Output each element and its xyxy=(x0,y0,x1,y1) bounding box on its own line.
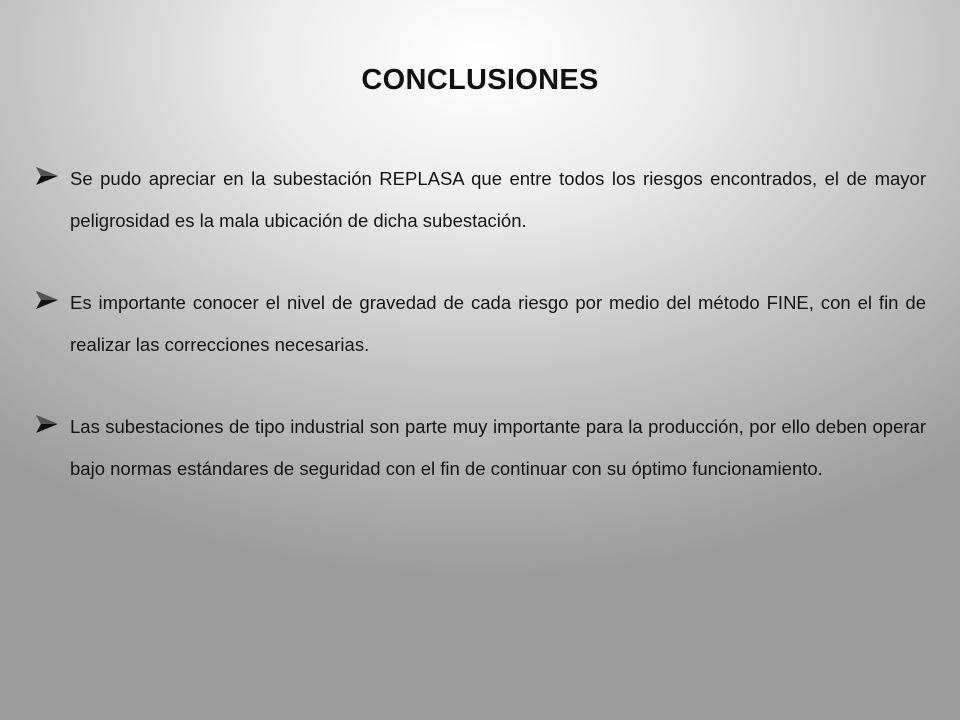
slide-title: CONCLUSIONES xyxy=(361,64,599,96)
arrow-bullet-icon xyxy=(34,413,60,435)
bullet-text: Las subestaciones de tipo industrial son parte muy importante para la producción, por ello deben operar bajo normas estándares de seguridad con el fin de continuar con su óptimo funcionamiento. xyxy=(70,416,926,479)
bullet-item-1 xyxy=(34,158,926,242)
arrow-bullet-icon xyxy=(34,165,60,187)
bullet-text: Se pudo apreciar en la subestación REPLASA que entre todos los riesgos encontrados, el de mayor peligrosidad es la mala ubicación de dicha subestación. xyxy=(70,168,926,231)
bullet-list xyxy=(34,158,926,530)
bullet-item-2 xyxy=(34,282,926,366)
bullet-item-3 xyxy=(34,406,926,490)
bullet-text: Es importante conocer el nivel de gravedad de cada riesgo por medio del método FINE, con el fin de realizar las correcciones necesarias. xyxy=(70,292,926,355)
arrow-bullet-icon xyxy=(34,289,60,311)
